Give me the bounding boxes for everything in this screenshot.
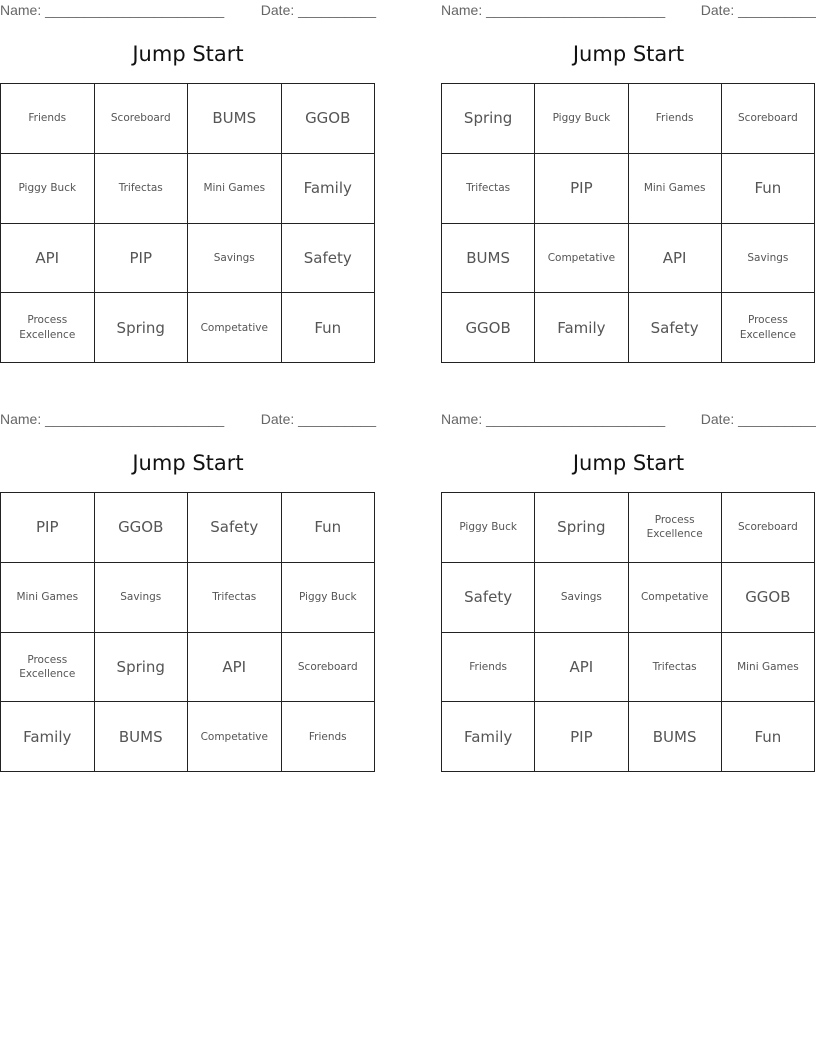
bingo-cell[interactable]: Friends bbox=[1, 84, 95, 154]
bingo-cell[interactable]: Spring bbox=[95, 633, 189, 703]
bingo-cell[interactable]: Mini Games bbox=[722, 633, 815, 703]
bingo-card-1 bbox=[0, 0, 376, 341]
bingo-cell[interactable]: Family bbox=[442, 702, 535, 772]
bingo-cell[interactable]: Scoreboard bbox=[95, 84, 189, 154]
bingo-cell[interactable]: API bbox=[1, 224, 95, 294]
bingo-cell[interactable]: Family bbox=[282, 154, 376, 224]
bingo-cell[interactable]: Process Excellence bbox=[629, 493, 722, 563]
card-title: Jump Start bbox=[572, 451, 685, 475]
bingo-card-2 bbox=[441, 0, 816, 341]
bingo-cell[interactable]: Family bbox=[1, 702, 95, 772]
bingo-cell[interactable]: BUMS bbox=[95, 702, 189, 772]
bingo-cell[interactable]: PIP bbox=[535, 154, 628, 224]
card-header bbox=[0, 409, 376, 431]
card-title: Jump Start bbox=[132, 451, 244, 475]
bingo-cell[interactable]: PIP bbox=[1, 493, 95, 563]
bingo-cell[interactable]: PIP bbox=[95, 224, 189, 294]
bingo-cell[interactable]: Mini Games bbox=[629, 154, 722, 224]
bingo-cell[interactable]: Competative bbox=[535, 224, 628, 294]
bingo-cell[interactable]: BUMS bbox=[629, 702, 722, 772]
bingo-cell[interactable]: Process Excellence bbox=[1, 293, 95, 363]
bingo-grid bbox=[441, 492, 815, 772]
bingo-grid bbox=[0, 492, 375, 772]
bingo-cell[interactable]: Trifectas bbox=[442, 154, 535, 224]
bingo-cell[interactable]: Competative bbox=[188, 293, 282, 363]
bingo-cell[interactable]: Spring bbox=[95, 293, 189, 363]
bingo-cell[interactable]: Scoreboard bbox=[282, 633, 376, 703]
bingo-cell[interactable]: Fun bbox=[282, 493, 376, 563]
bingo-card-3 bbox=[0, 409, 376, 746]
card-header bbox=[0, 0, 376, 22]
bingo-cell[interactable]: Competative bbox=[629, 563, 722, 633]
bingo-cell[interactable]: Spring bbox=[442, 84, 535, 154]
name-field[interactable]: Name: _______________________ bbox=[441, 2, 666, 18]
bingo-cell[interactable]: API bbox=[629, 224, 722, 294]
bingo-cell[interactable]: GGOB bbox=[95, 493, 189, 563]
name-field[interactable]: Name: _______________________ bbox=[0, 2, 225, 18]
bingo-cell[interactable]: Competative bbox=[188, 702, 282, 772]
card-title: Jump Start bbox=[132, 42, 244, 66]
bingo-cell[interactable]: Savings bbox=[535, 563, 628, 633]
bingo-cell[interactable]: Fun bbox=[722, 702, 815, 772]
bingo-cell[interactable]: Trifectas bbox=[95, 154, 189, 224]
bingo-cell[interactable]: Scoreboard bbox=[722, 493, 815, 563]
bingo-cell[interactable]: GGOB bbox=[442, 293, 535, 363]
bingo-cell[interactable]: Fun bbox=[722, 154, 815, 224]
bingo-cell[interactable]: Piggy Buck bbox=[535, 84, 628, 154]
name-field[interactable]: Name: _______________________ bbox=[441, 411, 666, 427]
bingo-cell[interactable]: Savings bbox=[95, 563, 189, 633]
card-title: Jump Start bbox=[572, 42, 685, 66]
bingo-cell[interactable]: Process Excellence bbox=[1, 633, 95, 703]
bingo-cell[interactable]: API bbox=[188, 633, 282, 703]
name-field[interactable]: Name: _______________________ bbox=[0, 411, 225, 427]
bingo-cell[interactable]: Friends bbox=[442, 633, 535, 703]
card-header bbox=[441, 0, 816, 22]
bingo-cell[interactable]: Safety bbox=[442, 563, 535, 633]
bingo-cell[interactable]: Savings bbox=[188, 224, 282, 294]
bingo-cell[interactable]: Fun bbox=[282, 293, 376, 363]
bingo-cell[interactable]: Friends bbox=[629, 84, 722, 154]
bingo-cell[interactable]: Friends bbox=[282, 702, 376, 772]
bingo-cell[interactable]: Process Excellence bbox=[722, 293, 815, 363]
bingo-cell[interactable]: Piggy Buck bbox=[282, 563, 376, 633]
bingo-cell[interactable]: Trifectas bbox=[188, 563, 282, 633]
bingo-cell[interactable]: Piggy Buck bbox=[442, 493, 535, 563]
bingo-cell[interactable]: Spring bbox=[535, 493, 628, 563]
date-field[interactable]: Date: __________ bbox=[700, 411, 816, 427]
bingo-cell[interactable]: GGOB bbox=[722, 563, 815, 633]
date-field[interactable]: Date: __________ bbox=[260, 2, 376, 18]
bingo-cell[interactable]: Mini Games bbox=[1, 563, 95, 633]
bingo-cell[interactable]: Mini Games bbox=[188, 154, 282, 224]
bingo-cell[interactable]: BUMS bbox=[188, 84, 282, 154]
bingo-cell[interactable]: Trifectas bbox=[629, 633, 722, 703]
bingo-cell[interactable]: GGOB bbox=[282, 84, 376, 154]
card-header bbox=[441, 409, 816, 431]
bingo-cell[interactable]: Scoreboard bbox=[722, 84, 815, 154]
bingo-cell[interactable]: Safety bbox=[282, 224, 376, 294]
bingo-cell[interactable]: Safety bbox=[629, 293, 722, 363]
bingo-cell[interactable]: Safety bbox=[188, 493, 282, 563]
bingo-cell[interactable]: Piggy Buck bbox=[1, 154, 95, 224]
bingo-grid bbox=[441, 83, 815, 363]
date-field[interactable]: Date: __________ bbox=[260, 411, 376, 427]
bingo-cell[interactable]: Family bbox=[535, 293, 628, 363]
bingo-card-4 bbox=[441, 409, 816, 746]
bingo-cell[interactable]: BUMS bbox=[442, 224, 535, 294]
bingo-cell[interactable]: API bbox=[535, 633, 628, 703]
bingo-cell[interactable]: PIP bbox=[535, 702, 628, 772]
bingo-grid bbox=[0, 83, 375, 363]
date-field[interactable]: Date: __________ bbox=[700, 2, 816, 18]
bingo-cell[interactable]: Savings bbox=[722, 224, 815, 294]
